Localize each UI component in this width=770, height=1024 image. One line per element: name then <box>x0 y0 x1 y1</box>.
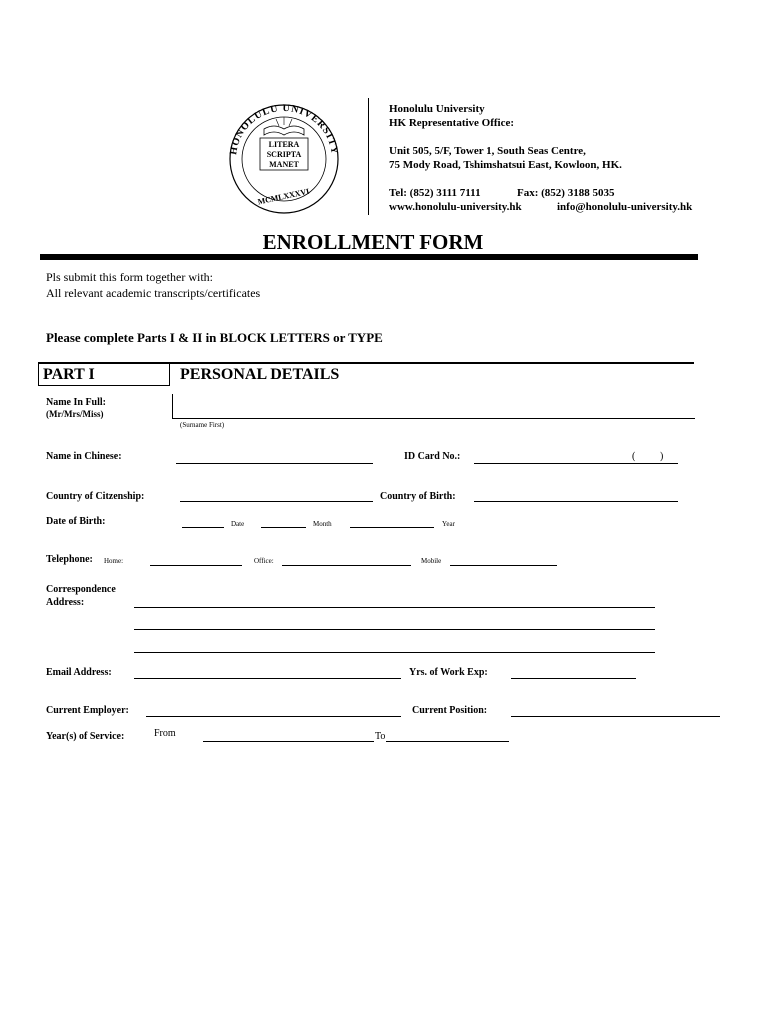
telephone-number: Tel: (852) 3111 7111 <box>389 187 481 199</box>
fax-number: Fax: (852) 3188 5035 <box>517 187 615 199</box>
name-chinese-label: Name in Chinese: <box>46 451 122 462</box>
position-field[interactable] <box>511 716 720 717</box>
correspondence-label-2: Address: <box>46 597 85 608</box>
university-seal-logo <box>218 95 350 215</box>
name-title-label: (Mr/Mrs/Miss) <box>46 409 104 419</box>
position-label: Current Position: <box>412 705 488 716</box>
id-check-open: ( <box>632 451 636 462</box>
header-divider <box>368 98 369 215</box>
country-citizenship-field[interactable] <box>180 501 373 502</box>
seal-line-3: MANET <box>269 160 299 169</box>
part1-label-text: PART I <box>43 366 95 383</box>
instruction-line-2: All relevant academic transcripts/certificates <box>46 286 261 300</box>
name-chinese-field[interactable] <box>176 463 373 464</box>
tel-mobile-field[interactable] <box>450 565 557 566</box>
tel-mobile-label: Mobile <box>421 557 442 565</box>
telephone-label: Telephone: <box>46 554 93 565</box>
seal-arc-text: HONOLULU UNIVERSITY <box>228 102 340 156</box>
address-line-2: 75 Mody Road, Tshimshatsui East, Kowloon, HK. <box>389 159 622 171</box>
address-line-1: Unit 505, 5/F, Tower 1, South Seas Centre, <box>389 145 586 157</box>
seal-line-1: LITERA <box>268 140 300 149</box>
seal-year: MCMLXXXVI <box>256 186 311 207</box>
tel-home-field[interactable] <box>150 565 242 566</box>
country-citizenship-label: Country of Citzenship: <box>46 491 145 502</box>
service-field[interactable] <box>203 741 509 742</box>
work-exp-label: Yrs. of Work Exp: <box>409 667 488 678</box>
email-label: Email Address: <box>46 667 112 678</box>
name-full-field[interactable] <box>172 394 695 419</box>
employer-label: Current Employer: <box>46 705 129 716</box>
instruction-line-1: Pls submit this form together with: <box>46 270 213 284</box>
address-field-line-3[interactable] <box>134 652 655 653</box>
correspondence-label-1: Correspondence <box>46 584 116 595</box>
dob-date-field[interactable] <box>182 527 224 528</box>
dob-month-label: Month <box>313 520 332 528</box>
work-exp-field[interactable] <box>511 678 636 679</box>
address-field-line-2[interactable] <box>134 629 655 630</box>
id-check-close: ) <box>660 451 664 462</box>
tel-home-label: Home: <box>104 557 124 565</box>
website-link[interactable]: www.honolulu-university.hk <box>389 201 522 213</box>
id-card-label: ID Card No.: <box>404 451 461 462</box>
org-name: Honolulu University <box>389 103 485 115</box>
section-title: PERSONAL DETAILS <box>180 366 340 383</box>
service-label: Year(s) of Service: <box>46 731 125 742</box>
employer-field[interactable] <box>146 716 401 717</box>
office-name: HK Representative Office: <box>389 117 515 129</box>
tel-office-field[interactable] <box>282 565 411 566</box>
service-to-label: To <box>375 731 386 742</box>
block-letters-note: Please complete Parts I & II in BLOCK LETTERS or TYPE <box>46 330 383 345</box>
email-field[interactable] <box>134 678 401 679</box>
country-birth-field[interactable] <box>474 501 678 502</box>
seal-line-2: SCRIPTA <box>266 150 302 159</box>
dob-year-label: Year <box>442 520 455 528</box>
email-link[interactable]: info@honolulu-university.hk <box>557 201 693 213</box>
id-card-field[interactable] <box>474 463 678 464</box>
tel-office-label: Office: <box>254 557 274 565</box>
address-field-line-1[interactable] <box>134 607 655 608</box>
dob-month-field[interactable] <box>261 527 306 528</box>
dob-label: Date of Birth: <box>46 516 106 527</box>
name-full-label: Name In Full: <box>46 397 106 408</box>
dob-date-label: Date <box>231 520 245 528</box>
country-birth-label: Country of Birth: <box>380 491 456 502</box>
title-rule <box>40 254 698 260</box>
part1-label <box>38 364 170 386</box>
page-title: ENROLLMENT FORM <box>262 230 484 254</box>
surname-hint: (Surname First) <box>180 421 225 429</box>
dob-year-field[interactable] <box>350 527 434 528</box>
service-from-label: From <box>154 728 176 739</box>
